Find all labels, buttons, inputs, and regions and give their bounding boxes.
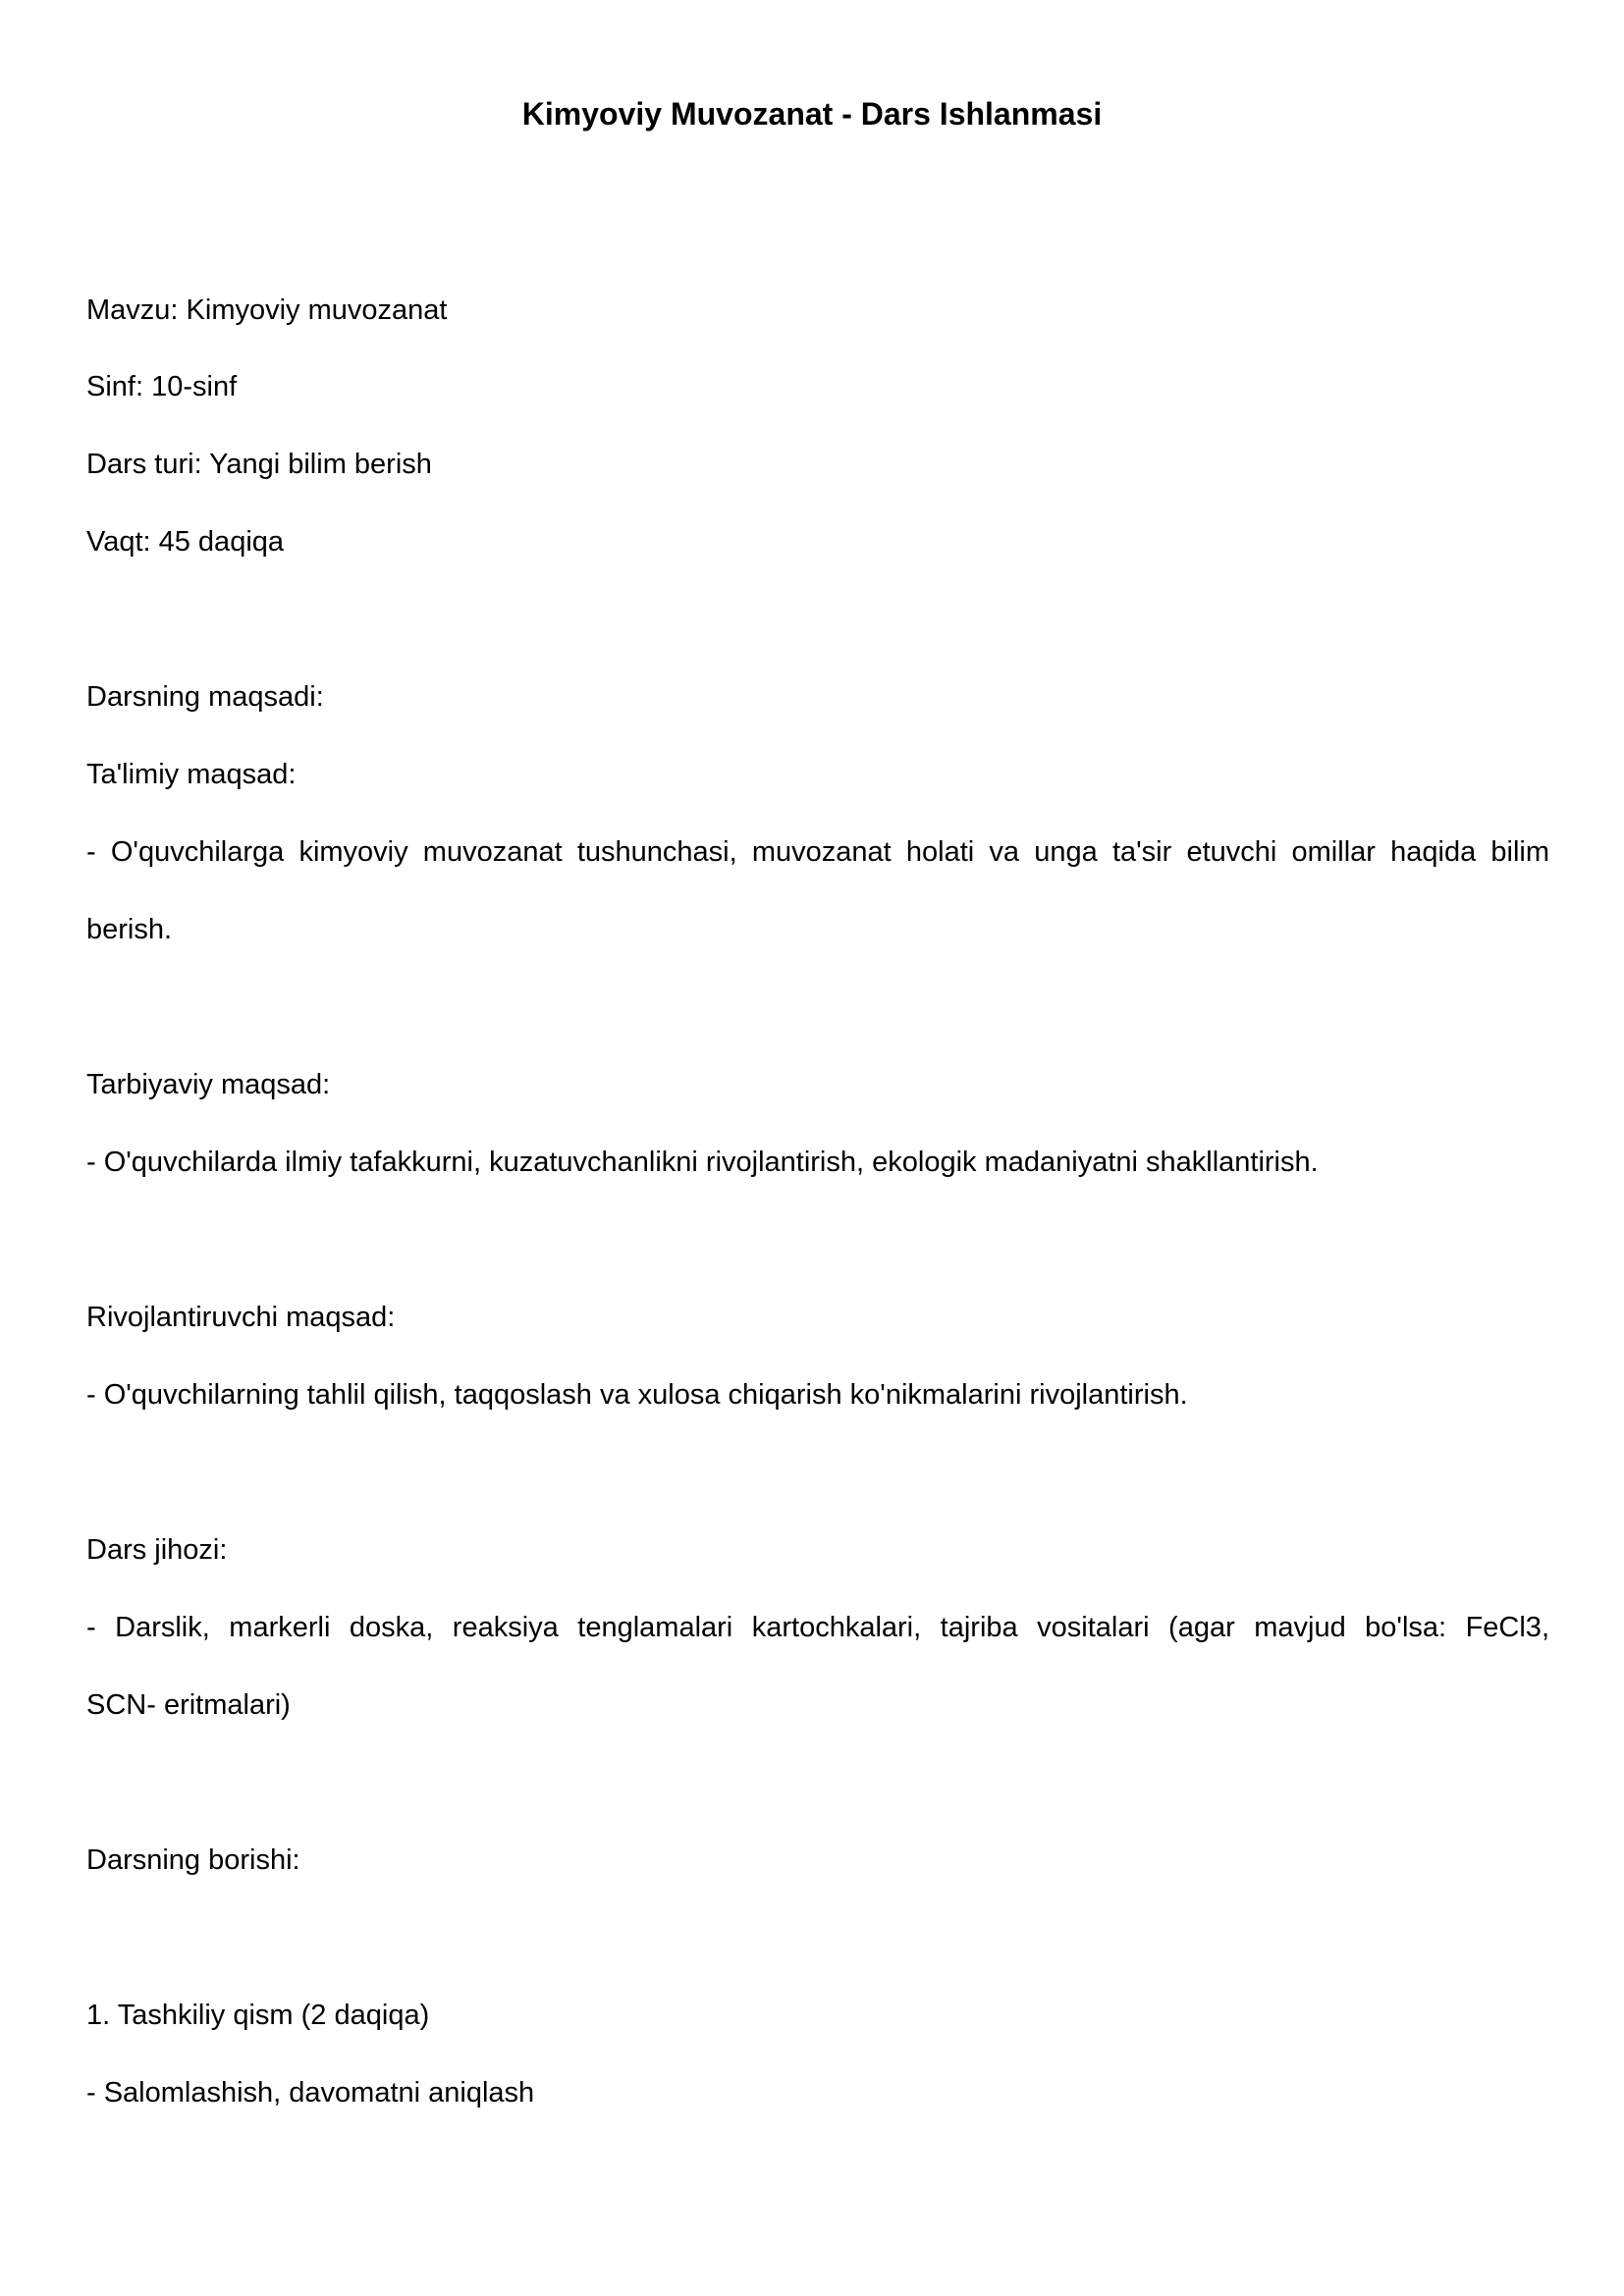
- step1-heading: 1. Tashkiliy qism (2 daqiqa): [86, 2000, 430, 2031]
- info-vaqt: Vaqt: 45 daqiqa: [86, 526, 285, 558]
- subheading-tarbiyaviy: Tarbiyaviy maqsad:: [86, 1069, 331, 1100]
- info-mavzu: Mavzu: Kimyoviy muvozanat: [86, 294, 448, 326]
- tarbiyaviy-text: - O'quvchilarda ilmiy tafakkurni, kuzatuvchanlikni rivojlantirish, ekologik madaniyatni shakllantirish.: [86, 1147, 1319, 1178]
- talimiy-text-line2: berish.: [86, 914, 173, 945]
- subheading-talimiy: Ta'limiy maqsad:: [86, 759, 297, 790]
- section-heading-jihoz: Dars jihozi:: [86, 1534, 228, 1566]
- section-heading-maqsad: Darsning maqsadi:: [86, 681, 324, 713]
- jihoz-text-line2: SCN- eritmalari): [86, 1689, 291, 1721]
- talimiy-text-line1: - O'quvchilarga kimyoviy muvozanat tushunchasi, muvozanat holati va unga ta'sir etuvchi omillar haqida bilim: [86, 836, 1549, 868]
- step1-item1: - Salomlashish, davomatni aniqlash: [86, 2077, 535, 2109]
- jihoz-text-line1: - Darslik, markerli doska, reaksiya tenglamalari kartochkalari, tajriba vositalari (agar mavjud bo'lsa: FeCl3,: [86, 1612, 1549, 1643]
- section-heading-borishi: Darsning borishi:: [86, 1844, 300, 1876]
- document-title: Kimyoviy Muvozanat - Dars Ishlanmasi: [521, 96, 1103, 132]
- info-dars-turi: Dars turi: Yangi bilim berish: [86, 449, 432, 480]
- info-sinf: Sinf: 10-sinf: [86, 371, 238, 402]
- rivojlantiruvchi-text: - O'quvchilarning tahlil qilish, taqqoslash va xulosa chiqarish ko'nikmalarini rivojlantirish.: [86, 1379, 1188, 1411]
- subheading-rivojlantiruvchi: Rivojlantiruvchi maqsad:: [86, 1302, 396, 1333]
